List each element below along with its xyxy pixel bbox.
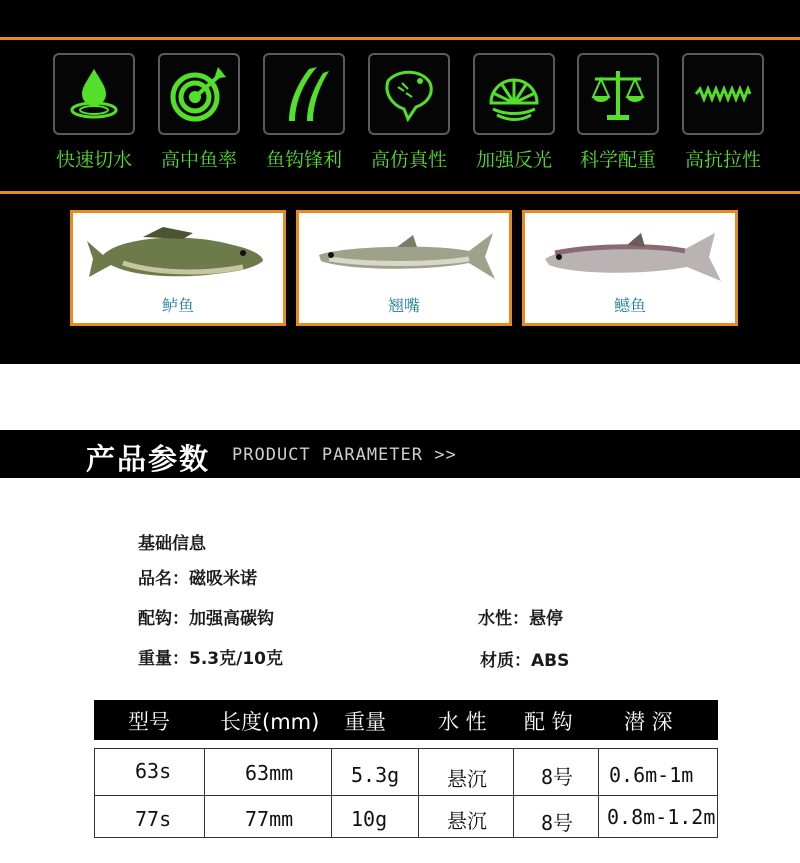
top-divider: [0, 37, 800, 40]
table-cell: 77mm: [245, 807, 294, 831]
column-divider: [331, 749, 332, 837]
column-divider: [598, 749, 599, 837]
feature-item: [473, 53, 555, 172]
column-divider: [204, 749, 205, 837]
fish-name: 鳡鱼: [613, 296, 646, 315]
feature-item: [577, 53, 659, 172]
zigzag-icon: [682, 53, 764, 135]
table-cell: 8号: [541, 765, 574, 789]
feature-item: [368, 53, 450, 172]
table-cell: 5.3g: [351, 763, 400, 787]
table-cell: 0.6m-1m: [609, 763, 694, 787]
yellowcheek-fish-image: [535, 225, 725, 291]
spec-table-header: [94, 700, 718, 740]
feature-label: 高抗拉性: [684, 149, 761, 171]
info-water: 水性：悬停: [478, 609, 563, 629]
section-title: 产品参数: [86, 442, 211, 476]
column-divider: [513, 749, 514, 837]
features-panel: [0, 0, 800, 364]
table-cell: 悬沉: [447, 767, 487, 791]
feature-item: [682, 53, 764, 172]
table-cell: 63s: [135, 759, 172, 783]
info-material: 材质：ABS: [480, 651, 570, 671]
feature-item: [263, 53, 345, 172]
info-weight: 重量：5.3克/10克: [138, 649, 283, 669]
section-subtitle: PRODUCT PARAMETER >>: [232, 445, 457, 465]
fish-name: 鲈鱼: [161, 296, 194, 315]
bass-fish-image: [83, 225, 273, 291]
feature-item: [158, 53, 240, 172]
middle-divider: [0, 191, 800, 194]
section-header: [0, 430, 800, 478]
feature-label: 快速切水: [55, 149, 132, 171]
fish-name: 翘嘴: [387, 296, 420, 315]
table-cell: 63mm: [245, 761, 294, 785]
feature-label: 鱼钩锋利: [265, 149, 342, 171]
feature-label: 科学配重: [579, 149, 656, 171]
feature-item: [53, 53, 135, 172]
header-cell-length: 长度(mm): [220, 710, 320, 734]
fish-hook-icon: [263, 53, 345, 135]
header-cell-hook: 配 钩: [524, 710, 573, 734]
topmouth-fish-image: [309, 225, 499, 291]
feature-label: 加强反光: [475, 149, 552, 171]
table-cell: 悬沉: [447, 809, 487, 833]
table-cell: 10g: [351, 807, 388, 831]
info-hook: 配钩：加强高碳钩: [138, 609, 274, 629]
info-product-name: 品名：磁吸米诺: [138, 569, 257, 589]
target-icon: [158, 53, 240, 135]
row-divider: [95, 795, 717, 796]
fish-card-bass: [70, 210, 286, 326]
table-cell: 8号: [541, 811, 574, 835]
spec-table-body: [94, 748, 718, 838]
shell-icon: [473, 53, 555, 135]
header-cell-depth: 潜 深: [624, 710, 673, 734]
header-cell-weight: 重量: [344, 710, 386, 734]
fish-card-topmouth: [296, 210, 512, 326]
column-divider: [418, 749, 419, 837]
basic-info-title: 基础信息: [138, 534, 206, 554]
header-cell-water: 水 性: [438, 710, 487, 734]
table-cell: 77s: [135, 807, 172, 831]
balance-scale-icon: [577, 53, 659, 135]
feature-label: 高中鱼率: [160, 149, 237, 171]
feature-list: [0, 53, 800, 173]
header-cell-model: 型号: [128, 710, 170, 734]
table-cell: 0.8m-1.2m: [607, 805, 716, 829]
jumping-fish-icon: [368, 53, 450, 135]
fish-card-yellowcheek: [522, 210, 738, 326]
feature-label: 高仿真性: [370, 149, 447, 171]
water-drop-icon: [53, 53, 135, 135]
